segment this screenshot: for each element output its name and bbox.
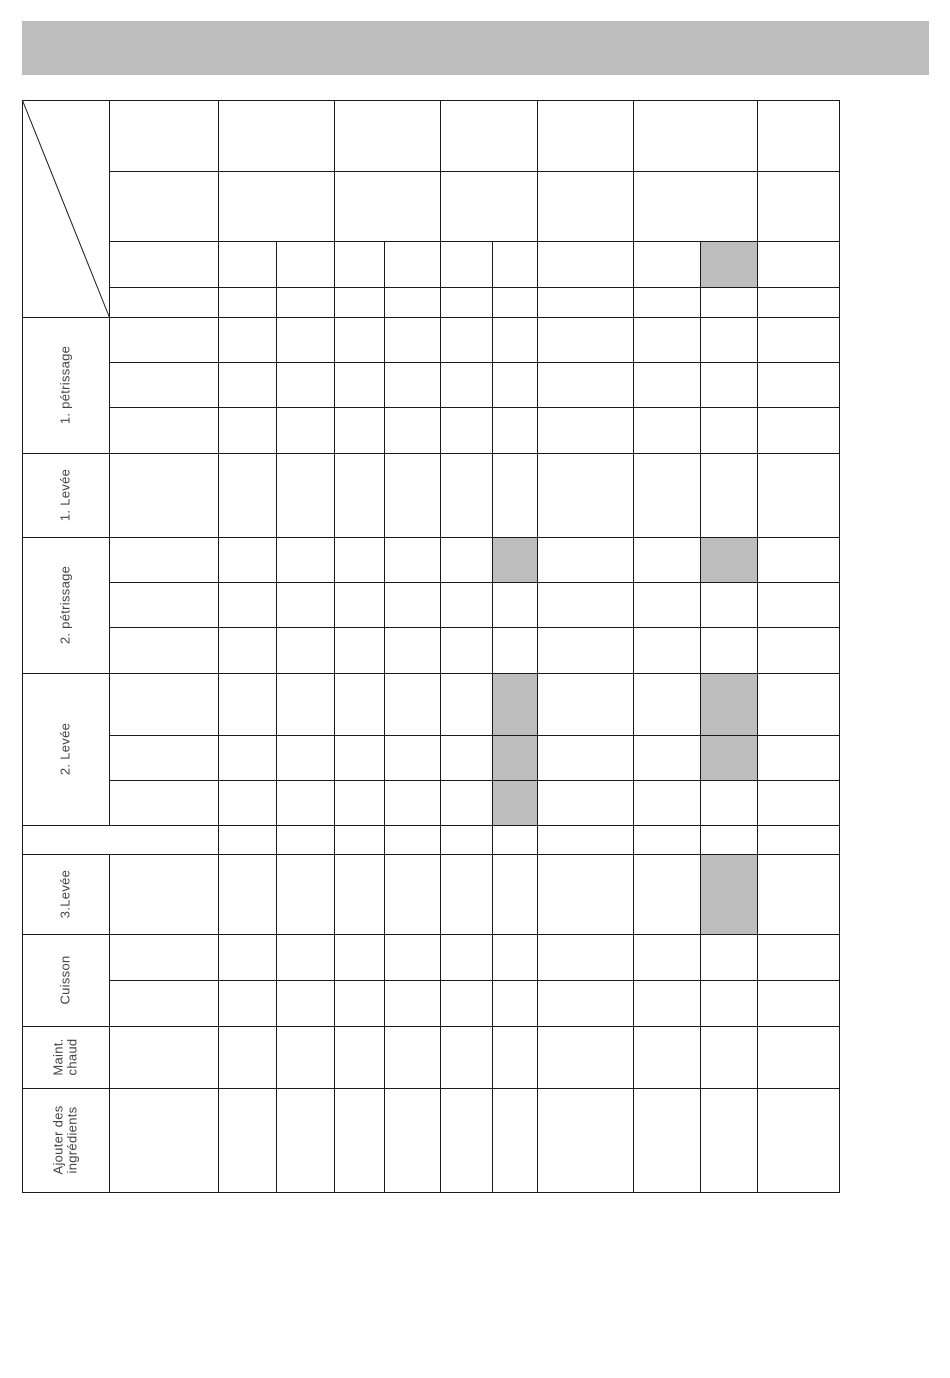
section-label-petrissage-2: 2. pétrissage (57, 565, 73, 645)
table-cell (219, 781, 277, 826)
table-cell (493, 628, 538, 674)
table-cell (335, 172, 441, 242)
table-cell (758, 935, 840, 981)
table-cell (385, 583, 441, 628)
table-cell (110, 1027, 219, 1089)
table-cell (441, 935, 493, 981)
section-label-maintien-chaud-line-2: chaud (64, 1038, 80, 1076)
table-cell (493, 583, 538, 628)
table-cell (441, 363, 493, 408)
table-cell (335, 288, 385, 318)
table-cell (538, 935, 634, 981)
table-cell (758, 101, 840, 172)
table-cell (493, 288, 538, 318)
table-cell (634, 736, 701, 781)
table-cell (493, 736, 538, 781)
table-cell (701, 781, 758, 826)
table-cell (493, 781, 538, 826)
table-cell (277, 674, 335, 736)
table-cell (493, 408, 538, 454)
table-cell (758, 1089, 840, 1193)
table-cell (538, 981, 634, 1027)
table-cell (335, 101, 441, 172)
table-cell (758, 583, 840, 628)
section-label-levee-3: 3.Levée (57, 869, 73, 919)
table-cell (385, 736, 441, 781)
table-cell (219, 1027, 277, 1089)
table-cell (277, 1089, 335, 1193)
table-cell (219, 538, 277, 583)
table-cell (335, 538, 385, 583)
table-cell (219, 981, 277, 1027)
table-cell (219, 674, 277, 736)
table-cell (701, 935, 758, 981)
table-cell (493, 318, 538, 363)
table-cell (335, 826, 385, 855)
table-cell (634, 583, 701, 628)
table-cell (538, 1089, 634, 1193)
table-cell (277, 538, 335, 583)
table-cell (110, 288, 219, 318)
table-cell (758, 242, 840, 288)
table-cell (219, 242, 277, 288)
table-cell (634, 1027, 701, 1089)
table-cell (110, 935, 219, 981)
table-cell (634, 363, 701, 408)
table-cell (385, 981, 441, 1027)
table-cell (758, 628, 840, 674)
table-cell (441, 1089, 493, 1193)
table-cell (441, 454, 493, 538)
table-cell (441, 288, 493, 318)
table-cell (441, 583, 493, 628)
table-cell (538, 628, 634, 674)
table-cell (634, 826, 701, 855)
section-label-ajouter-ingredients-line-2: ingrédients (64, 1106, 80, 1174)
table-cell (493, 1089, 538, 1193)
table-cell (110, 242, 219, 288)
table-cell (219, 855, 277, 935)
section-label-maintien-chaud-line-1: Maint. (50, 1038, 66, 1076)
table-cell (538, 408, 634, 454)
table-cell (110, 781, 219, 826)
table-cell (219, 454, 277, 538)
table-cell (277, 363, 335, 408)
table-cell (385, 288, 441, 318)
table-cell (701, 674, 758, 736)
table-cell (493, 826, 538, 855)
table-cell (335, 318, 385, 363)
table-cell (385, 408, 441, 454)
table-cell (335, 628, 385, 674)
table-cell (277, 583, 335, 628)
table-cell (758, 363, 840, 408)
table-cell (219, 363, 277, 408)
table-cell (335, 981, 385, 1027)
table-cell (335, 736, 385, 781)
table-cell (335, 242, 385, 288)
table-cell (701, 363, 758, 408)
table-cell (385, 538, 441, 583)
table-cell (277, 318, 335, 363)
table-cell (441, 981, 493, 1027)
table-cell (385, 628, 441, 674)
table-cell (701, 242, 758, 288)
table-cell (335, 583, 385, 628)
table-cell (634, 628, 701, 674)
table-cell (110, 363, 219, 408)
table-cell (701, 454, 758, 538)
table-cell (277, 935, 335, 981)
table-cell (758, 172, 840, 242)
table-cell (385, 1027, 441, 1089)
table-cell (758, 318, 840, 363)
section-label-ajouter-ingredients-line-1: Ajouter des (50, 1105, 66, 1175)
table-cell (441, 855, 493, 935)
table-cell (701, 318, 758, 363)
table-cell (385, 855, 441, 935)
table-cell (277, 1027, 335, 1089)
table-cell (219, 288, 277, 318)
table-cell (335, 935, 385, 981)
table-cell (538, 538, 634, 583)
table-cell (277, 454, 335, 538)
table-cell (538, 242, 634, 288)
table-cell (538, 454, 634, 538)
table-cell (538, 674, 634, 736)
table-cell (758, 408, 840, 454)
table-cell (385, 781, 441, 826)
table-cell (538, 101, 634, 172)
table-cell (758, 538, 840, 583)
table-cell (335, 454, 385, 538)
table-cell (219, 826, 277, 855)
table-cell (219, 318, 277, 363)
table-cell (441, 674, 493, 736)
table-cell (441, 781, 493, 826)
table-cell (493, 242, 538, 288)
table-cell (538, 288, 634, 318)
table-cell (219, 935, 277, 981)
table-cell (493, 363, 538, 408)
table-cell (701, 583, 758, 628)
table-cell (538, 736, 634, 781)
table-cell (701, 408, 758, 454)
table-cell (493, 981, 538, 1027)
table-cell (335, 1027, 385, 1089)
table-cell (538, 826, 634, 855)
table-cell (758, 736, 840, 781)
section-label-levee-2: 2. Levée (57, 722, 73, 776)
table-cell (634, 1089, 701, 1193)
table-cell (277, 855, 335, 935)
table-cell (110, 538, 219, 583)
table-cell (335, 781, 385, 826)
table-cell (758, 674, 840, 736)
section-label-petrissage-1: 1. pétrissage (57, 345, 73, 425)
table-cell (385, 674, 441, 736)
table-cell (219, 1089, 277, 1193)
table-cell (701, 981, 758, 1027)
table-cell (441, 172, 538, 242)
table-cell (538, 781, 634, 826)
table-cell (634, 101, 758, 172)
table-cell (110, 855, 219, 935)
table-cell (219, 583, 277, 628)
table-cell (701, 1027, 758, 1089)
table-cell (110, 981, 219, 1027)
table-cell (493, 935, 538, 981)
table-cell (277, 628, 335, 674)
table-cell (493, 674, 538, 736)
table-cell (385, 826, 441, 855)
table-cell (538, 855, 634, 935)
table-cell (441, 736, 493, 781)
table-cell (493, 454, 538, 538)
table-cell (538, 363, 634, 408)
table-cell (110, 101, 219, 172)
table-cell (493, 1027, 538, 1089)
table-cell (758, 288, 840, 318)
table-cell (385, 363, 441, 408)
table-cell (441, 101, 538, 172)
table-cell (538, 172, 634, 242)
table-cell (335, 408, 385, 454)
table-cell (701, 288, 758, 318)
table-cell (634, 288, 701, 318)
table-cell (634, 408, 701, 454)
table-cell (758, 781, 840, 826)
table-cell (277, 408, 335, 454)
section-label-levee-1: 1. Levée (57, 468, 73, 522)
table-cell (701, 736, 758, 781)
table-cell (701, 628, 758, 674)
table-cell (219, 628, 277, 674)
table-cell (277, 826, 335, 855)
table-cell (634, 935, 701, 981)
table-cell (634, 454, 701, 538)
table-cell (441, 318, 493, 363)
table-cell (634, 781, 701, 826)
table-cell (335, 1089, 385, 1193)
table-cell (701, 538, 758, 583)
table-cell (219, 408, 277, 454)
table-cell (110, 736, 219, 781)
table-cell (385, 242, 441, 288)
table-cell (538, 583, 634, 628)
table-cell (493, 538, 538, 583)
table-cell (441, 1027, 493, 1089)
table-cell (758, 826, 840, 855)
table-cell (110, 583, 219, 628)
table-cell (441, 628, 493, 674)
table-cell (110, 1089, 219, 1193)
table-cell (634, 318, 701, 363)
table-cell (335, 855, 385, 935)
table-cell (219, 101, 335, 172)
table-cell (493, 855, 538, 935)
table-cell (634, 172, 758, 242)
table-cell (385, 1089, 441, 1193)
table-cell (758, 981, 840, 1027)
table-cell (634, 855, 701, 935)
table-cell (110, 318, 219, 363)
table-cell (634, 981, 701, 1027)
table-cell (219, 172, 335, 242)
table-cell (441, 408, 493, 454)
separator-cell (23, 826, 219, 855)
table-cell (634, 674, 701, 736)
table-cell (441, 538, 493, 583)
table-cell (701, 855, 758, 935)
table-cell (441, 242, 493, 288)
table-cell (277, 736, 335, 781)
table-cell (758, 454, 840, 538)
table-cell (335, 674, 385, 736)
table-cell (277, 981, 335, 1027)
table-cell (219, 736, 277, 781)
table-cell (634, 242, 701, 288)
table-cell (538, 1027, 634, 1089)
table-cell (758, 1027, 840, 1089)
table-cell (335, 363, 385, 408)
table-cell (110, 172, 219, 242)
table-cell (110, 408, 219, 454)
table-cell (385, 935, 441, 981)
table-cell (634, 538, 701, 583)
table-cell (385, 318, 441, 363)
table-cell (277, 288, 335, 318)
table-cell (385, 454, 441, 538)
table-cell (110, 454, 219, 538)
table-cell (110, 674, 219, 736)
table-cell (538, 318, 634, 363)
table-cell (110, 628, 219, 674)
table-cell (277, 781, 335, 826)
section-label-cuisson: Cuisson (57, 955, 73, 1005)
table-cell (701, 826, 758, 855)
table-cell (701, 1089, 758, 1193)
table-cell (277, 242, 335, 288)
table-cell (441, 826, 493, 855)
table-cell (758, 855, 840, 935)
